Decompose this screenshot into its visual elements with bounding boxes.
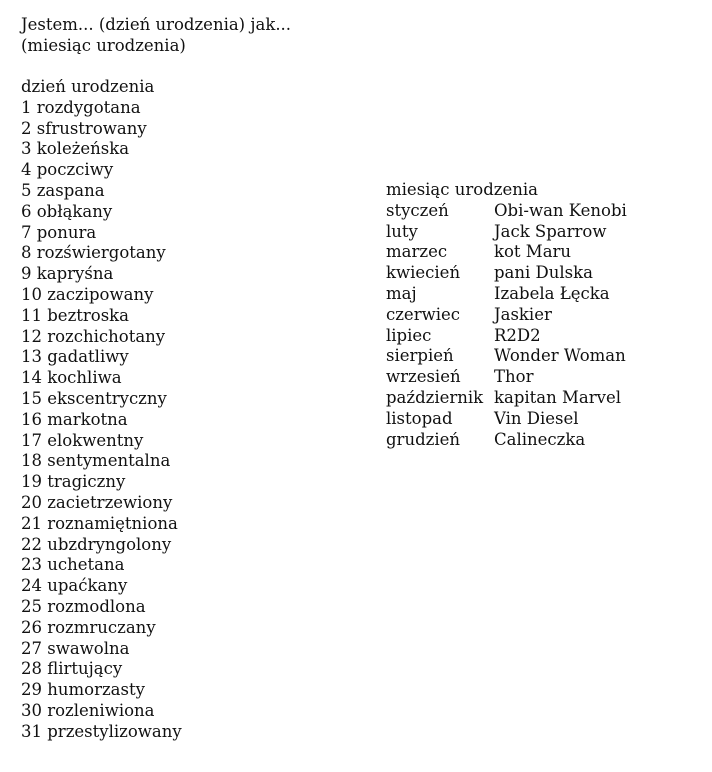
- day-item: 13 gadatliwy: [21, 347, 129, 367]
- day-item: 14 kochliwa: [21, 368, 122, 388]
- month-row: [386, 263, 627, 284]
- intro-text: [21, 14, 341, 56]
- day-item: 27 swawolna: [21, 638, 130, 658]
- month-character: Izabela Łęcka: [494, 283, 610, 303]
- day-item: 31 przestylizowany: [21, 721, 182, 741]
- day-item: 18 sentymentalna: [21, 451, 171, 471]
- month-row: [386, 346, 627, 367]
- day-item: 8 rozświergotany: [21, 243, 166, 263]
- day-item: 5 zaspana: [21, 180, 105, 200]
- month-name: marzec: [386, 242, 448, 262]
- month-row: [386, 222, 627, 243]
- month-row: [386, 305, 627, 326]
- day-item: 16 markotna: [21, 409, 128, 429]
- birth-day-list: [21, 77, 182, 743]
- month-character: kot Maru: [494, 242, 572, 262]
- day-item: 28 flirtujący: [21, 659, 123, 679]
- month-character: Jack Sparrow: [494, 221, 607, 241]
- month-character: Wonder Woman: [494, 346, 626, 366]
- intro-line-1: Jestem... (dzień urodzenia) jak...: [21, 15, 292, 34]
- month-name: luty: [386, 221, 418, 241]
- month-row: [386, 367, 627, 388]
- day-item: 24 upaćkany: [21, 576, 128, 596]
- day-item: 23 uchetana: [21, 555, 125, 575]
- month-name: maj: [386, 283, 417, 303]
- day-item: 12 rozchichotany: [21, 326, 166, 346]
- month-character: Obi-wan Kenobi: [494, 200, 627, 220]
- birth-month-list: [386, 180, 627, 450]
- month-character: Calineczka: [494, 429, 586, 449]
- day-item: 2 sfrustrowany: [21, 118, 147, 138]
- day-item: 3 koleżeńska: [21, 139, 130, 159]
- month-name: październik: [386, 387, 484, 407]
- birth-month-heading: miesiąc urodzenia: [386, 180, 538, 199]
- month-character: pani Dulska: [494, 263, 593, 283]
- month-row: [386, 201, 627, 222]
- month-name: sierpień: [386, 346, 454, 366]
- birth-day-heading: dzień urodzenia: [21, 77, 155, 96]
- day-item: 22 ubzdryngolony: [21, 534, 172, 554]
- month-name: grudzień: [386, 429, 461, 449]
- day-item: 1 rozdygotana: [21, 97, 141, 117]
- month-character: Vin Diesel: [494, 408, 579, 428]
- day-item: 30 rozleniwiona: [21, 700, 155, 720]
- day-item: 11 beztroska: [21, 305, 130, 325]
- day-item: 4 poczciwy: [21, 160, 114, 180]
- month-character: Thor: [494, 367, 534, 387]
- month-name: lipiec: [386, 325, 432, 345]
- intro-line-2: (miesiąc urodzenia): [21, 36, 186, 55]
- month-name: czerwiec: [386, 304, 460, 324]
- month-row: [386, 326, 627, 347]
- day-item: 10 zaczipowany: [21, 284, 154, 304]
- day-item: 26 rozmruczany: [21, 617, 156, 637]
- month-character: Jaskier: [494, 304, 552, 324]
- month-row: [386, 388, 627, 409]
- month-name: styczeń: [386, 200, 449, 220]
- month-character: kapitan Marvel: [494, 387, 621, 407]
- day-item: 29 humorzasty: [21, 680, 145, 700]
- day-item: 19 tragiczny: [21, 472, 126, 492]
- month-name: listopad: [386, 408, 453, 428]
- day-item: 25 rozmodlona: [21, 596, 146, 616]
- day-item: 6 obłąkany: [21, 201, 113, 221]
- day-item: 20 zacietrzewiony: [21, 492, 173, 512]
- month-name: wrzesień: [386, 367, 461, 387]
- day-item: 15 ekscentryczny: [21, 388, 167, 408]
- month-row: [386, 242, 627, 263]
- month-character: R2D2: [494, 325, 541, 345]
- month-row: [386, 284, 627, 305]
- day-item: 17 elokwentny: [21, 430, 144, 450]
- day-item: 21 roznamiętniona: [21, 513, 178, 533]
- month-name: kwiecień: [386, 263, 461, 283]
- month-row: [386, 409, 627, 430]
- day-item: 9 kapryśna: [21, 264, 114, 284]
- day-item: 7 ponura: [21, 222, 97, 242]
- month-row: [386, 430, 627, 451]
